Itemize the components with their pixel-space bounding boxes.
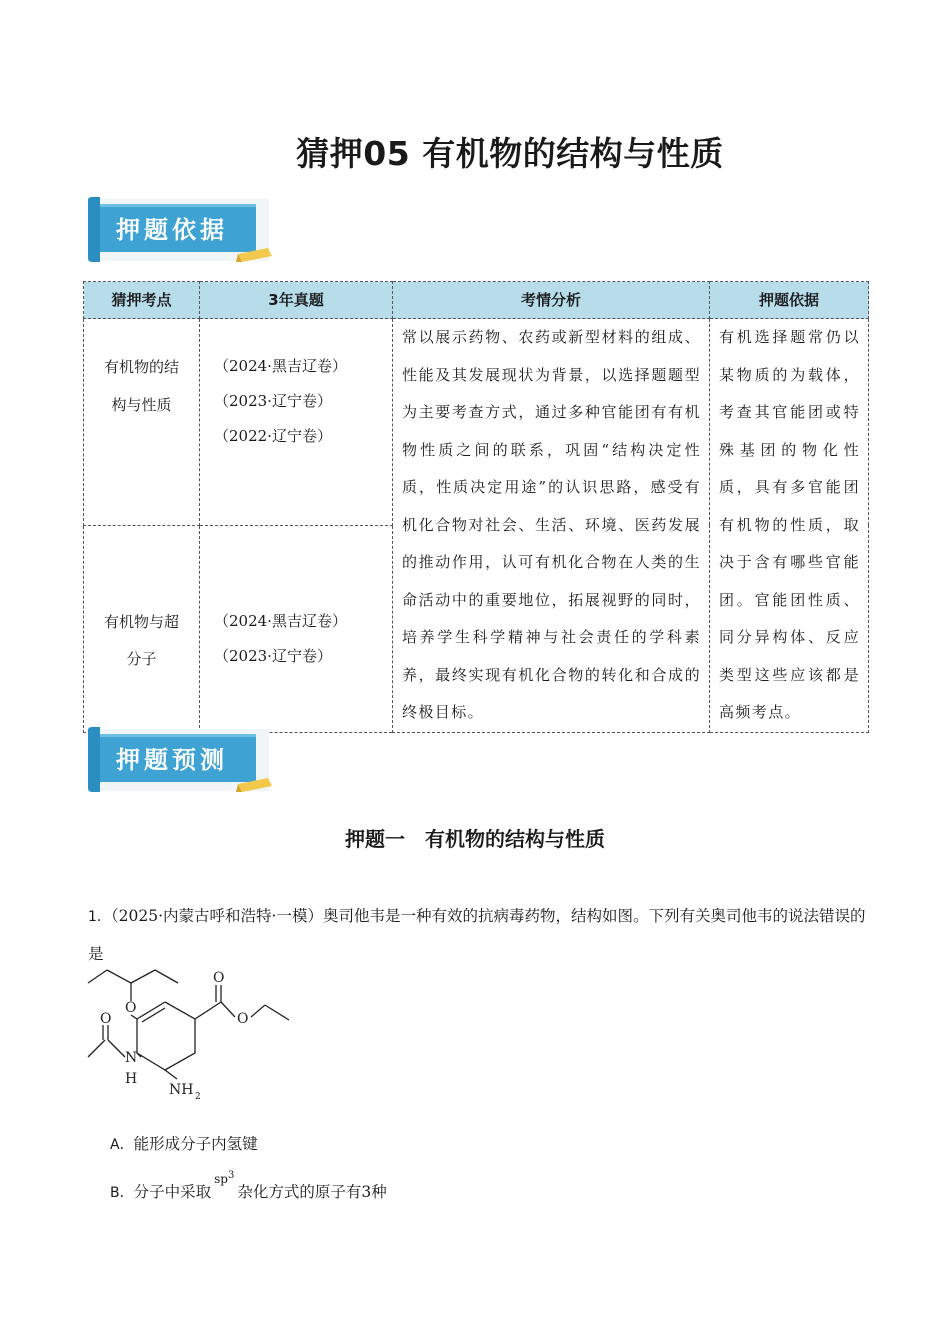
question-text: 1．（2025·内蒙古呼和浩特·一模）奥司他韦是一种有效的抗病毒药物，结构如图。下列有关奥司他韦的说法错误的是 [88,907,866,963]
exam-list: （2024·黑吉辽卷） （2023·辽宁卷） （2022·辽宁卷） [200,319,393,526]
hybridization-formula: sp3 [214,1170,235,1186]
section-badge-basis [86,196,272,264]
topic-cell: 有机物与超 分子 [84,525,200,732]
analysis-table [83,281,869,733]
section-title: 押题一 有机物的结构与性质 [345,827,605,851]
header-topic: 猜押考点 [84,282,200,319]
topic-cell: 有机物的结 构与性质 [84,319,200,526]
basis-text: 有机选择题常仍以某物质的为载体，考查其官能团或特殊基团的物化性质，具有多官能团有机物的性质，取决于含有哪些官能团。官能团性质、同分异构体、反应类型这些应该都是高频考点。 [710,319,869,733]
header-exams: 3年真题 [200,282,393,319]
header-basis: 押题依据 [710,282,869,319]
analysis-text: 常以展示药物、农药或新型材料的组成、性能及其发展现状为背景，以选择题题型为主要考查方式，通过多种官能团有有机物性质之间的联系，巩固“结构决定性质，性质决定用途”的认识思路，感受有机化合物对社会、生活、环境、医药发展的推动作用，认可有机化合物在人类的生命活动中的重要地位，拓展视野的同时，培养学生科学精神与社会责任的学科素养，最终实现有机化合物的转化和合成的终极目标。 [393,319,710,733]
page-title: 猜押05 有机物的结构与性质 [296,134,724,173]
svg-text:O: O [237,1011,249,1027]
svg-text:2: 2 [195,1092,201,1102]
svg-text:H: H [125,1071,138,1087]
svg-text:NH: NH [169,1082,194,1098]
svg-text:O: O [213,970,225,986]
option-text: 能形成分子内氢键 [133,1135,258,1153]
table-row [84,319,869,526]
section-badge-predict [86,726,272,794]
question-number: 1． [88,909,111,925]
molecule-structure-image [85,965,295,1105]
svg-text:O: O [100,1011,112,1027]
option-label: B． [110,1185,134,1201]
exam-list: （2024·黑吉辽卷） （2023·辽宁卷） [200,525,393,732]
option-b[interactable]: B．分子中采取$^{sp^3}$杂化方式的原子有3种 [110,1170,387,1201]
table-header-row [84,282,869,319]
header-analysis: 考情分析 [393,282,710,319]
option-a[interactable] [110,1132,258,1154]
option-label: A． [110,1137,134,1153]
svg-text:O: O [125,1000,137,1016]
badge-label: 押题预测 [116,746,228,774]
badge-label: 押题依据 [116,216,228,244]
option-text: 分子中采取 [133,1183,212,1201]
svg-text:N: N [125,1050,138,1066]
